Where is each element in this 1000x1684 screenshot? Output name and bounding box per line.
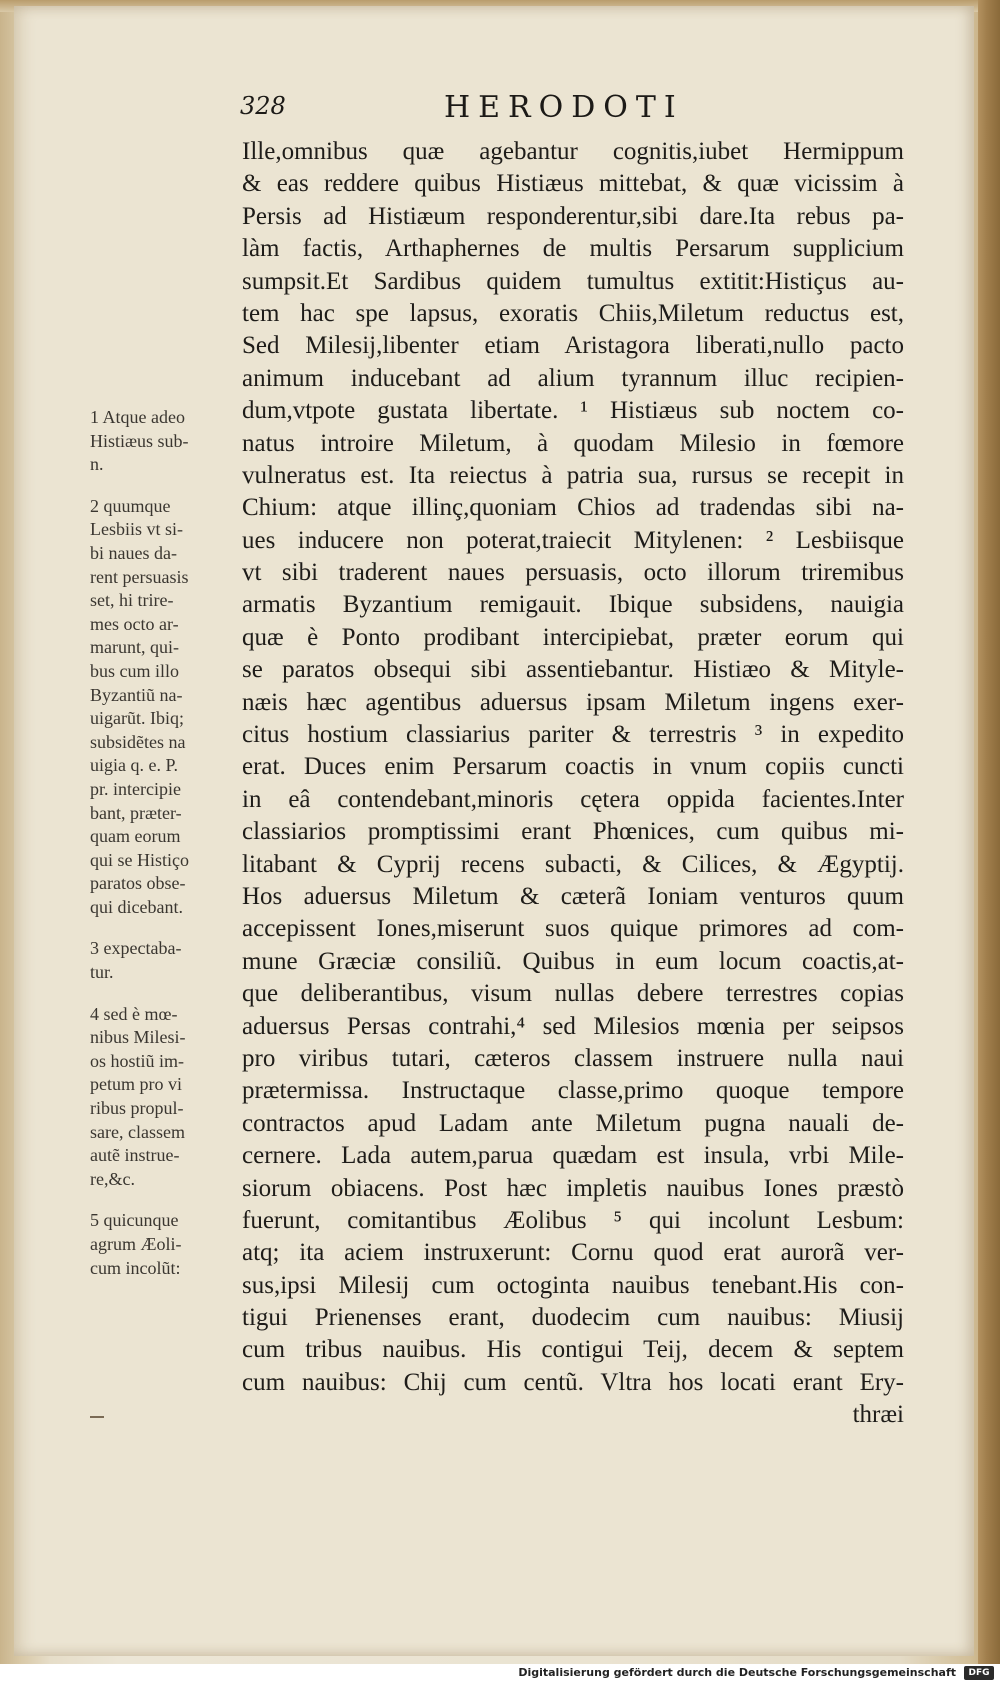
text-line: se paratos obsequi sibi assentiebantur. Histiæo & Mityle- <box>242 656 904 684</box>
text-line: accepissent Iones,miserunt suos quique primores ad com- <box>242 915 904 943</box>
margin-note-line: uigarũt. Ibiq; <box>90 708 184 729</box>
book-page <box>14 6 974 1656</box>
text-line: cernere. Lada autem,parua quædam est insula, vrbi Mile- <box>242 1142 904 1170</box>
text-line: thræi <box>852 1401 904 1429</box>
margin-note-line: pr. intercipie <box>90 778 181 799</box>
margin-note-line: subsidẽtes na <box>90 731 186 752</box>
note-spacer <box>90 477 240 495</box>
main-text-block <box>242 136 904 1432</box>
text-line: vulneratus est. Ita reiectus à patria sua, rursus se recepit in <box>242 461 904 489</box>
text-line: tigui Prienenses erant, duodecim cum nauibus: Miusij <box>242 1304 904 1332</box>
margin-note-line: 2 quumque <box>90 495 171 516</box>
margin-note-line: marunt, qui- <box>90 637 179 658</box>
margin-note-line: re,&c. <box>90 1168 135 1189</box>
text-line: tem hac spe lapsus, exoratis Chiis,Miletum reductus est, <box>242 299 904 327</box>
text-line: & eas reddere quibus Histiæus mittebat, & quæ vicissim à <box>242 170 904 198</box>
text-line: animum inducebant ad alium tyrannum illuc recipien- <box>242 364 904 392</box>
text-line: citus hostium classiarius pariter & terrestris ³ in expedito <box>242 721 904 749</box>
dfg-logo: DFG <box>964 1666 994 1680</box>
margin-note-line: ribus propul- <box>90 1098 184 1119</box>
text-line: siorum obiacens. Post hæc impletis nauibus Iones præstò <box>242 1174 904 1202</box>
text-line: natus introire Miletum, à quodam Milesio in fœmore <box>242 429 904 457</box>
text-line: erat. Duces enim Persarum coactis in vnum copiis cuncti <box>242 753 904 781</box>
margin-note-line: sare, classem <box>90 1121 185 1142</box>
margin-note-line: autẽ instrue- <box>90 1145 180 1166</box>
text-line: næis hæc agentibus aduersus ipsam Miletum ingens exer- <box>242 688 904 716</box>
page-header <box>14 92 974 132</box>
text-line: sumpsit.Et Sardibus quidem tumultus extitit:Histiçus au- <box>242 267 904 295</box>
text-line: cum nauibus: Chij cum centũ. Vltra hos locati erant Ery- <box>242 1368 904 1396</box>
text-line: Ille,omnibus quæ agebantur cognitis,iubet Hermippum <box>242 138 904 165</box>
margin-note-line: n. <box>90 454 104 475</box>
margin-note-line: petum pro vi <box>90 1074 182 1095</box>
margin-note-line: os hostiũ im- <box>90 1050 185 1071</box>
text-line: armatis Byzantium remigauit. Ibique subsidens, nauigia <box>242 591 904 619</box>
text-line: que deliberantibus, visum nullas debere terrestres copias <box>242 980 904 1008</box>
margin-note-line: cum incolũt: <box>90 1257 181 1278</box>
margin-note-line: tur. <box>90 962 114 983</box>
book-cover-right-edge <box>978 0 1000 1664</box>
text-line: aduersus Persas contrahi,⁴ sed Milesios mœnia per seipsos <box>242 1012 904 1040</box>
text-line: mune Græciæ consiliũ. Quibus in eum locum coactis,at- <box>242 947 904 975</box>
note-spacer <box>90 985 240 1003</box>
margin-note-line: set, hi trire- <box>90 590 174 611</box>
digitization-footer <box>0 1664 1000 1684</box>
margin-note-line: bus cum illo <box>90 660 179 681</box>
margin-note-line: Lesbiis vt si- <box>90 519 183 540</box>
text-line: dum,vtpote gustata libertate. ¹ Histiæus sub noctem co- <box>242 397 904 425</box>
text-line: contractos apud Ladam ante Miletum pugna nauali de- <box>242 1109 904 1137</box>
text-line: fuerunt, comitantibus Æolibus ⁵ qui incolunt Lesbum: <box>242 1206 904 1234</box>
margin-note-line: mes octo ar- <box>90 613 179 634</box>
text-line: ues inducere non poterat,traiecit Mitylenen: ² Lesbiisque <box>242 526 904 554</box>
margin-note-line: paratos obse- <box>90 873 186 894</box>
text-line: classiarios promptissimi erant Phœnices, cum quibus mi- <box>242 818 904 846</box>
text-line: vt sibi traderent naues persuasis, octo illorum triremibus <box>242 559 904 587</box>
text-line: quæ è Ponto prodibant intercipiebat, præter eorum qui <box>242 623 904 651</box>
margin-note-line: Byzantiũ na- <box>90 684 183 705</box>
margin-note-line: bant, præter- <box>90 802 182 823</box>
note-spacer <box>90 919 240 937</box>
margin-note-line: 3 expectaba- <box>90 938 182 959</box>
funding-credit: Digitalisierung gefördert durch die Deutsche Forschungsgemeinschaft <box>518 1666 956 1679</box>
note-spacer <box>90 1191 240 1209</box>
margin-note-line: qui se Histiço <box>90 849 189 870</box>
text-line: in eâ contendebant,minoris cętera oppida facientes.Inter <box>242 785 904 813</box>
margin-note-line: uigia q. e. P. <box>90 755 178 776</box>
text-line: litabant & Cyprij recens subacti, & Cilices, & Ægyptij. <box>242 850 904 878</box>
text-line: sus,ipsi Milesij cum octoginta nauibus tenebant.His con- <box>242 1271 904 1299</box>
margin-note-line: quam eorum <box>90 826 181 847</box>
margin-note-line: nibus Milesi- <box>90 1027 186 1048</box>
text-line: làm factis, Arthaphernes de multis Persarum supplicium <box>242 235 904 263</box>
margin-notes <box>90 406 240 1280</box>
running-head: HERODOTI <box>444 90 684 125</box>
margin-note-line: 5 quicunque <box>90 1210 179 1231</box>
text-line: Chium: atque illinç,quoniam Chios ad tradendas sibi na- <box>242 494 904 522</box>
text-line: atq; ita aciem instruxerunt: Cornu quod erat aurorã ver- <box>242 1239 904 1267</box>
text-line: pro viribus tutari, cæteros classem instruere nulla naui <box>242 1044 904 1072</box>
page-number: 328 <box>240 92 286 120</box>
margin-note-line: bi naues da- <box>90 542 177 563</box>
margin-note-line: qui dicebant. <box>90 896 183 917</box>
text-line: Sed Milesij,libenter etiam Aristagora liberati,nullo pacto <box>242 332 904 360</box>
margin-dash-mark <box>90 1416 104 1418</box>
text-line: Hos aduersus Miletum & cæterã Ioniam venturos quum <box>242 882 904 910</box>
text-line: prætermissa. Instructaque classe,primo quoque tempore <box>242 1077 904 1105</box>
margin-note-line: Histiæus sub- <box>90 430 189 451</box>
text-line: Persis ad Histiæum responderentur,sibi dare.Ita rebus pa- <box>242 202 904 230</box>
margin-note-line: rent persuasis <box>90 566 189 587</box>
margin-note-line: agrum Æoli- <box>90 1234 182 1254</box>
margin-note-line: 4 sed è mœ- <box>90 1003 178 1024</box>
text-line: cum tribus nauibus. His contigui Teij, decem & septem <box>242 1336 904 1364</box>
margin-note-line: 1 Atque adeo <box>90 407 185 427</box>
